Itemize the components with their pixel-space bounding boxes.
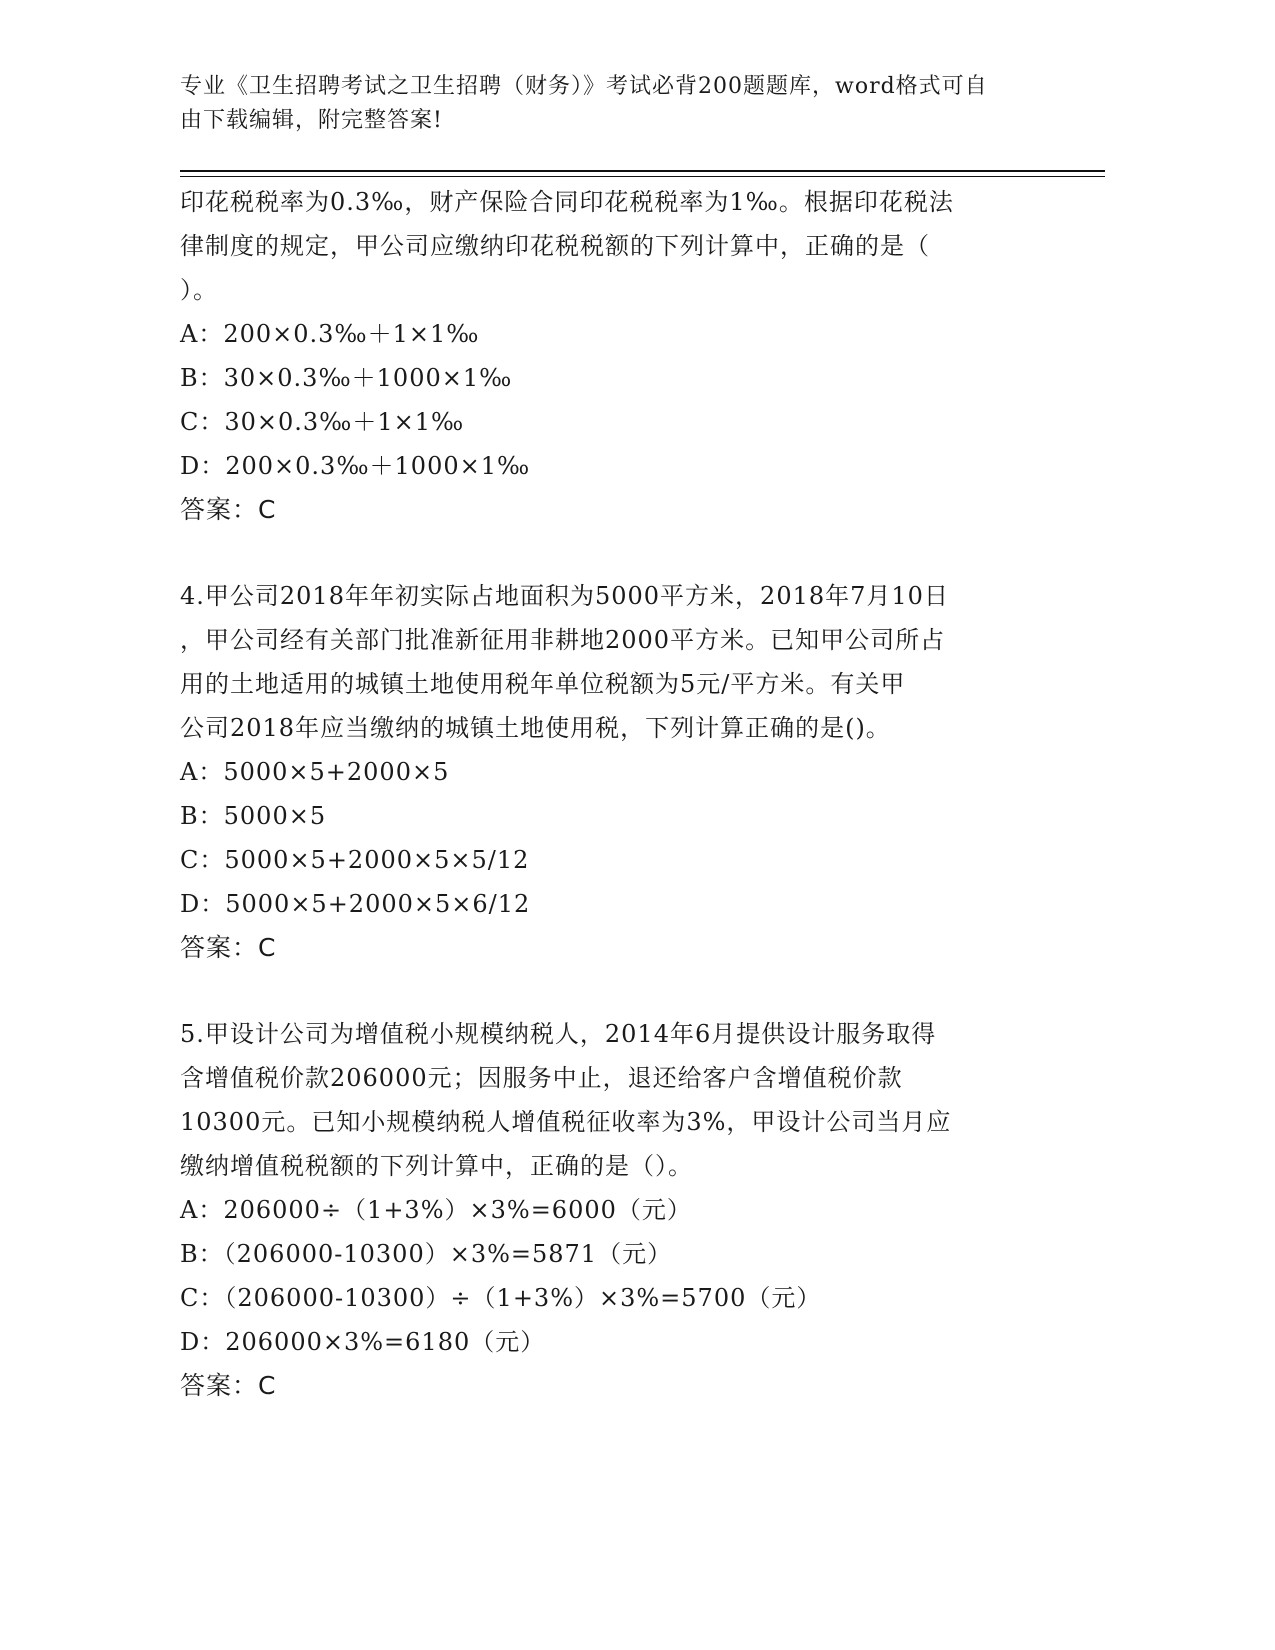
question-3-line-3: ）。 [180,276,218,304]
question-4-option-b: B：5000×5 [180,802,327,830]
question-3-line-2: 律制度的规定，甲公司应缴纳印花税税额的下列计算中，正确的是（ [180,232,930,260]
question-4-option-c: C：5000×5+2000×5×5/12 [180,846,530,874]
question-5-line-3: 10300元。已知小规模纳税人增值税征收率为3%，甲设计公司当月应 [180,1108,952,1136]
spacer [180,970,1060,1012]
question-content [180,180,1060,1408]
question-4-line-1: 4.甲公司2018年年初实际占地面积为5000平方米，2018年7月10日 [180,582,949,610]
header-line-2: 由下载编辑，附完整答案! [180,108,443,133]
question-5-option-b: B：（206000-10300）×3%=5871（元） [180,1240,673,1268]
question-3-answer: 答案：C [180,495,277,524]
question-3-option-c: C：30×0.3‰＋1×1‰ [180,408,465,436]
question-5 [180,1012,1060,1408]
question-4-answer: 答案：C [180,933,277,962]
question-3-option-d: D：200×0.3‰＋1000×1‰ [180,452,531,480]
question-3-option-a: A：200×0.3‰＋1×1‰ [180,320,480,348]
question-5-line-4: 缴纳增值税税额的下列计算中，正确的是（）。 [180,1152,693,1180]
question-5-option-a: A：206000÷（1+3%）×3%=6000（元） [180,1196,692,1224]
header-line-1: 专业《卫生招聘考试之卫生招聘（财务）》考试必背200题题库，word格式可自 [180,74,988,99]
header-rule-thin [180,176,1105,177]
question-4-line-3: 用的土地适用的城镇土地使用税年单位税额为5元/平方米。有关甲 [180,670,906,698]
question-4-option-a: A：5000×5+2000×5 [180,758,450,786]
question-3-line-1: 印花税税率为0.3‰，财产保险合同印花税税率为1‰。根据印花税法 [180,188,954,216]
question-5-answer: 答案：C [180,1371,277,1400]
question-4-line-4: 公司2018年应当缴纳的城镇土地使用税，下列计算正确的是()。 [180,714,891,742]
question-3-option-b: B：30×0.3‰＋1000×1‰ [180,364,513,392]
question-4-line-2: ，甲公司经有关部门批准新征用非耕地2000平方米。已知甲公司所占 [180,626,946,654]
question-5-line-1: 5.甲设计公司为增值税小规模纳税人，2014年6月提供设计服务取得 [180,1020,937,1048]
question-5-option-d: D：206000×3%=6180（元） [180,1328,546,1356]
question-4 [180,574,1060,970]
question-4-option-d: D：5000×5+2000×5×6/12 [180,890,531,918]
question-3 [180,180,1060,532]
header-rule-thick [180,170,1105,172]
spacer [180,532,1060,574]
document-header [180,70,1060,138]
question-5-option-c: C：（206000-10300）÷（1+3%）×3%=5700（元） [180,1284,822,1312]
question-5-line-2: 含增值税价款206000元；因服务中止，退还给客户含增值税价款 [180,1064,903,1092]
